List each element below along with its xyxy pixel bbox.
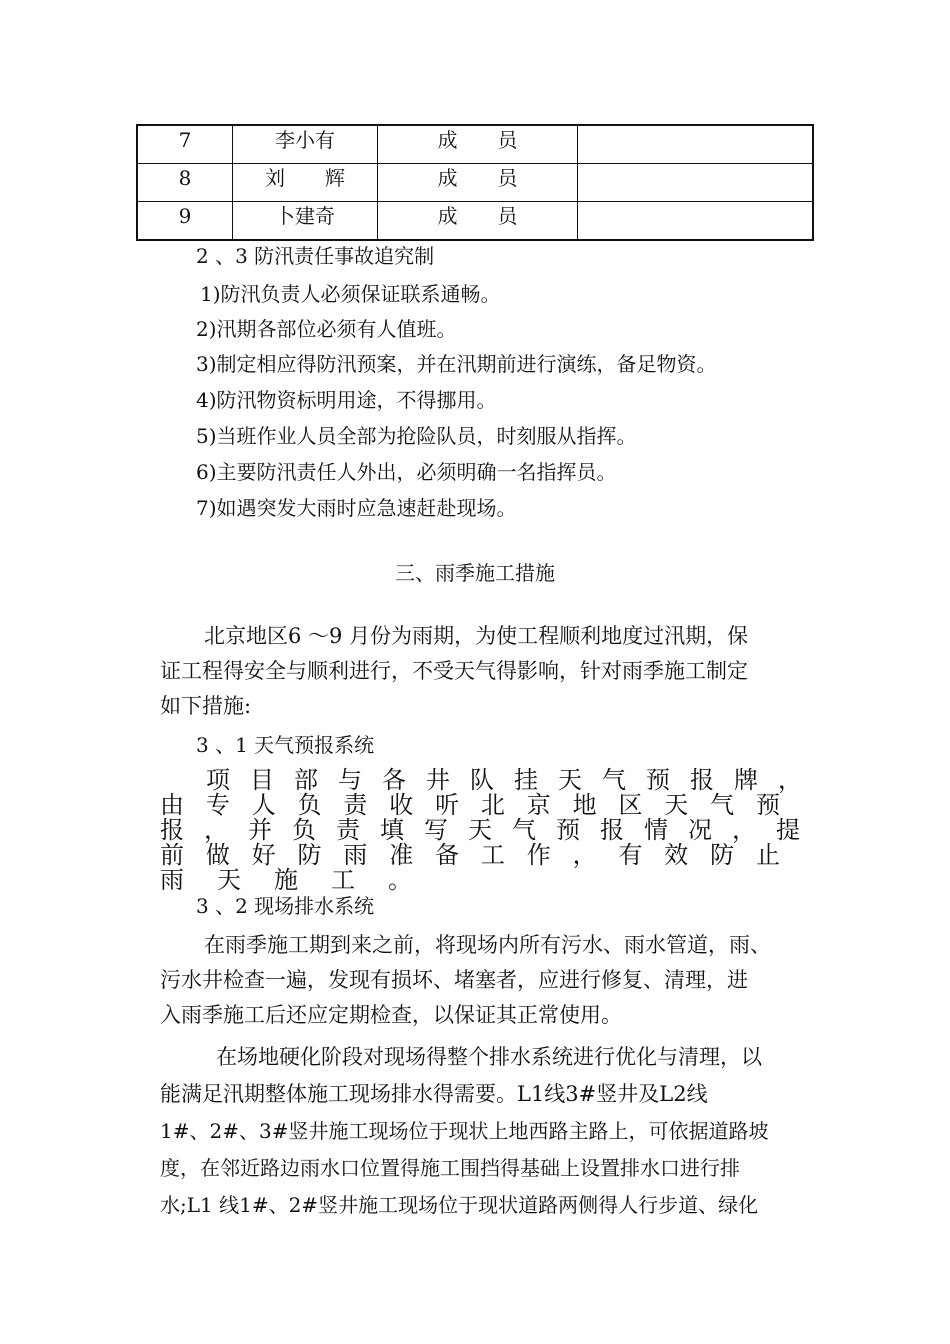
weather-text-line: 前做好防雨准备工作，有效防止 bbox=[160, 841, 800, 869]
drainage-text-line: 入雨季施工后还应定期检查，以保证其正常使用。 bbox=[160, 1003, 622, 1027]
list-item: 2)汛期各部位必须有人值班。 bbox=[196, 317, 457, 341]
member-note bbox=[578, 164, 814, 202]
member-name: 刘 辉 bbox=[233, 164, 378, 202]
list-item: 7)如遇突发大雨时应急速赶赴现场。 bbox=[196, 496, 517, 520]
table-row bbox=[137, 202, 813, 241]
drainage-text-line: 污水井检查一遍，发现有损坏、堵塞者，应进行修复、清理，进 bbox=[160, 968, 748, 992]
member-name: 李小有 bbox=[233, 125, 378, 164]
row-number: 9 bbox=[137, 202, 233, 241]
drainage-text-line: 能满足汛期整体施工现场排水得需要。L1线3#竖井及L2线 bbox=[160, 1082, 708, 1106]
weather-text-line: 由专人负责收听北京地区天气预 bbox=[160, 791, 800, 819]
drainage-text-line: 在场地硬化阶段对现场得整个排水系统进行优化与清理，以 bbox=[216, 1045, 762, 1069]
member-note bbox=[578, 202, 814, 241]
list-item: 1)防汛负责人必须保证联系通畅。 bbox=[200, 282, 501, 306]
subsection-heading: 3 、2 现场排水系统 bbox=[196, 894, 375, 918]
weather-text-line: 雨天施工。 bbox=[160, 866, 445, 894]
table-row bbox=[137, 164, 813, 202]
weather-text-line: 项目部与各井队挂天气预报牌， bbox=[206, 766, 822, 794]
row-number: 7 bbox=[137, 125, 233, 164]
drainage-text-line: 度，在邻近路边雨水口位置得施工围挡得基础上设置排水口进行排 bbox=[160, 1156, 740, 1180]
section-heading-2-3: 2 、3 防汛责任事故追究制 bbox=[196, 244, 435, 268]
member-role: 成 员 bbox=[378, 125, 578, 164]
weather-text-line: 报，并负责填写天气预报情况，提 bbox=[160, 816, 820, 844]
section-title: 三、雨季施工措施 bbox=[395, 561, 555, 585]
list-item: 6)主要防汛责任人外出，必须明确一名指挥员。 bbox=[196, 460, 617, 484]
members-table bbox=[136, 124, 814, 241]
list-item: 5)当班作业人员全部为抢险队员，时刻服从指挥。 bbox=[196, 424, 637, 448]
list-item: 4)防汛物资标明用途，不得挪用。 bbox=[196, 388, 497, 412]
table-row bbox=[137, 125, 813, 164]
member-name: 卜建奇 bbox=[233, 202, 378, 241]
member-role: 成 员 bbox=[378, 202, 578, 241]
subsection-heading: 3 、1 天气预报系统 bbox=[196, 733, 375, 757]
drainage-text-line: 在雨季施工期到来之前，将现场内所有污水、雨水管道，雨、 bbox=[204, 933, 771, 957]
member-role: 成 员 bbox=[378, 164, 578, 202]
list-item: 3)制定相应得防汛预案，并在汛期前进行演练，备足物资。 bbox=[196, 352, 717, 376]
drainage-text-line: 1#、2#、3#竖井施工现场位于现状上地西路主路上，可依据道路坡 bbox=[160, 1119, 769, 1143]
intro-line: 如下措施: bbox=[160, 694, 252, 718]
intro-line: 证工程得安全与顺利进行，不受天气得影响，针对雨季施工制定 bbox=[160, 659, 748, 683]
intro-line: 北京地区6 ～9 月份为雨期，为使工程顺利地度过汛期，保 bbox=[204, 624, 749, 648]
drainage-text-line: 水;L1 线1#、2#竖井施工现场位于现状道路两侧得人行步道、绿化 bbox=[160, 1193, 759, 1217]
row-number: 8 bbox=[137, 164, 233, 202]
member-note bbox=[578, 125, 814, 164]
